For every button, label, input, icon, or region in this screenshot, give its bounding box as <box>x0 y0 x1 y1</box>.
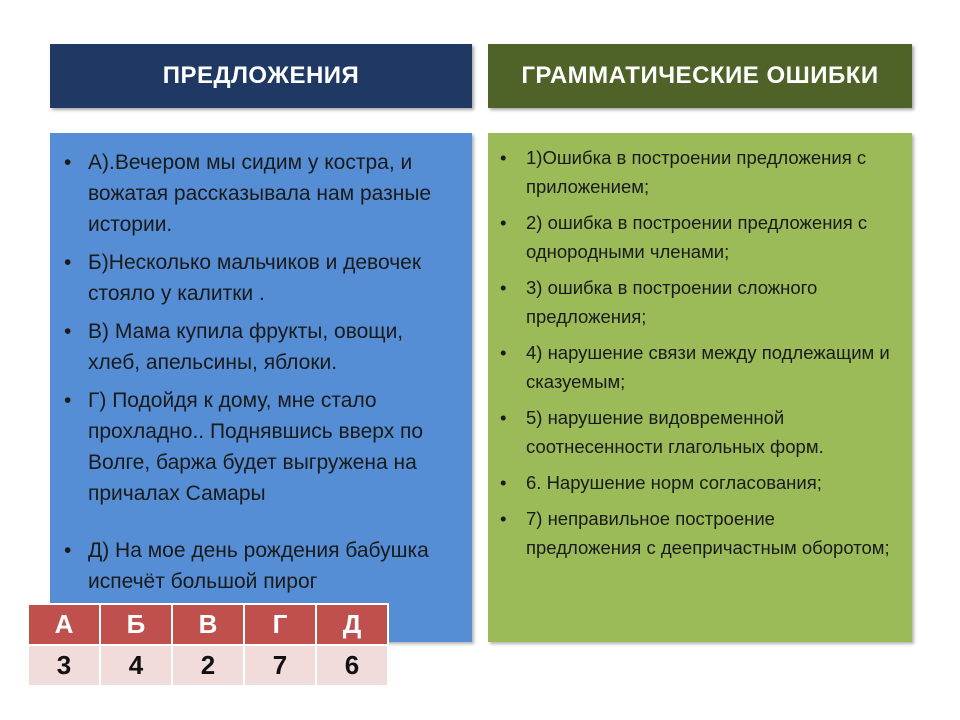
bullet-icon: • <box>500 147 507 168</box>
sentences-panel <box>50 133 472 642</box>
answer-digit: 2 <box>172 645 244 686</box>
errors-panel <box>488 133 912 642</box>
answer-digit: 3 <box>28 645 100 686</box>
error-item <box>500 143 892 201</box>
answer-digits-row <box>28 645 388 686</box>
bullet-icon: • <box>64 320 72 343</box>
answer-letter: А <box>28 604 100 645</box>
answer-digit: 6 <box>316 645 388 686</box>
sentence-item <box>64 316 448 378</box>
sentence-item <box>64 247 448 309</box>
sentences-title: ПРЕДЛОЖЕНИЯ <box>162 62 360 89</box>
bullet-icon: • <box>64 389 72 412</box>
answer-digit: 7 <box>244 645 316 686</box>
errors-title: ГРАММАТИЧЕСКИЕ ОШИБКИ <box>521 62 879 89</box>
answer-letter: Д <box>316 604 388 645</box>
errors-list <box>488 133 912 562</box>
bullet-icon: • <box>500 342 507 363</box>
sentence-item <box>64 385 448 509</box>
error-item <box>500 468 892 497</box>
bullet-icon: • <box>64 539 72 562</box>
error-text: 3) ошибка в построении сложного предложения; <box>526 277 818 327</box>
bullet-icon: • <box>500 508 507 529</box>
error-item <box>500 273 892 331</box>
error-item <box>500 403 892 461</box>
bullet-icon: • <box>500 212 507 233</box>
bullet-icon: • <box>500 407 507 428</box>
error-text: 4) нарушение связи между подлежащим и сказуемым; <box>526 342 890 392</box>
sentence-text: А).Вечером мы сидим у костра, и вожатая рассказывала нам разные истории. <box>88 151 432 236</box>
answer-digit: 4 <box>100 645 172 686</box>
bullet-icon: • <box>64 251 72 274</box>
answer-letter: Б <box>100 604 172 645</box>
sentence-item <box>64 147 448 240</box>
sentence-text: Д) На мое день рождения бабушка испечёт большой пирог <box>88 539 429 593</box>
error-text: 1)Ошибка в построении предложения с приложением; <box>526 147 867 197</box>
sentences-header <box>50 44 472 108</box>
answer-letter: Г <box>244 604 316 645</box>
error-text: 6. Нарушение норм согласования; <box>526 472 822 493</box>
answer-letters-row <box>28 604 388 645</box>
answer-letter: В <box>172 604 244 645</box>
error-item <box>500 504 892 562</box>
error-text: 5) нарушение видовременной соотнесенности глагольных форм. <box>526 407 824 457</box>
sentences-list <box>50 133 472 597</box>
bullet-icon: • <box>500 277 507 298</box>
error-text: 7) неправильное построение предложения с деепричастным оборотом; <box>526 508 890 558</box>
sentence-item <box>64 535 448 597</box>
errors-header <box>488 44 912 108</box>
sentence-text: Г) Подойдя к дому, мне стало прохладно.. Поднявшись вверх по Волге, баржа будет выгружена на причалах Самары <box>88 389 424 505</box>
bullet-icon: • <box>500 472 507 493</box>
error-item <box>500 338 892 396</box>
answer-table <box>27 603 389 687</box>
sentence-text: Б)Несколько мальчиков и девочек стояло у калитки . <box>88 251 422 305</box>
bullet-icon: • <box>64 151 72 174</box>
sentence-text: В) Мама купила фрукты, овощи, хлеб, апельсины, яблоки. <box>88 320 404 374</box>
error-item <box>500 208 892 266</box>
error-text: 2) ошибка в построении предложения с однородными членами; <box>526 212 868 262</box>
